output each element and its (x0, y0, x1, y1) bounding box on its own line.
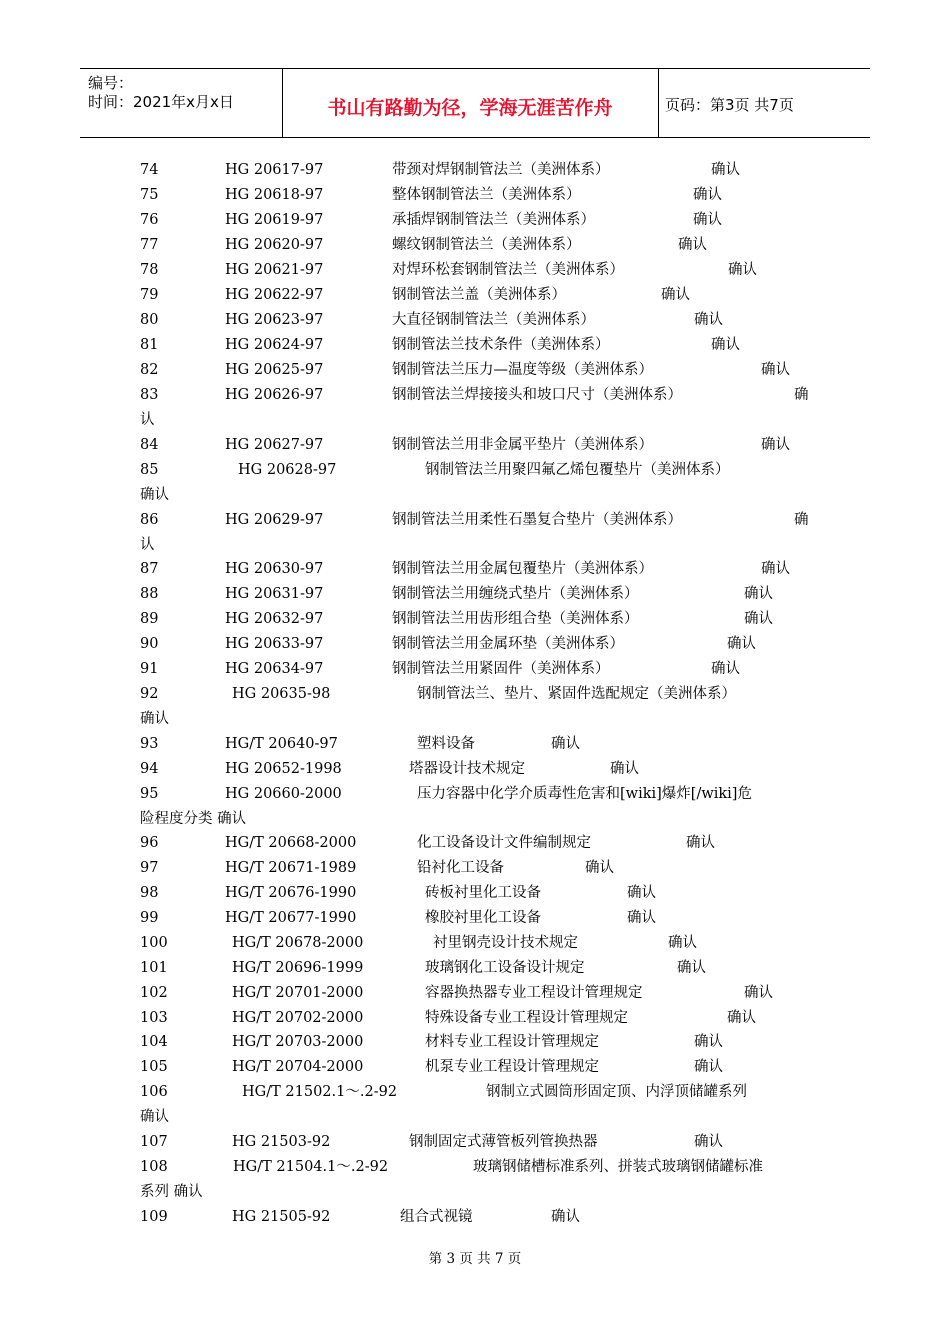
entry-title: 铅衬化工设备 (417, 860, 504, 876)
entry-status: 确认 (551, 1209, 580, 1225)
page-footer: 第 3 页 共 7 页 (428, 1251, 522, 1267)
entry-status: 确认 (627, 885, 656, 901)
entry-standard-code: HG 21505-92 (232, 1209, 331, 1225)
entry-standard-code: HG/T 21504.1～.2-92 (233, 1159, 389, 1175)
entry-standard-code: HG 20625-97 (225, 362, 324, 378)
entry-standard-code: HG 20627-97 (225, 437, 324, 453)
entry-number: 84 (140, 437, 159, 453)
entry-standard-code: HG 20626-97 (225, 387, 324, 403)
entry-standard-code: HG 20634-97 (225, 661, 324, 677)
entry-title: 机泵专业工程设计管理规定 (425, 1059, 599, 1075)
entry-status: 确认 (686, 835, 715, 851)
entry-number: 92 (140, 686, 159, 702)
entry-status: 确认 (694, 1059, 723, 1075)
entry-standard-code: HG 20628-97 (238, 462, 337, 478)
entry-title: 整体钢制管法兰（美洲体系） (392, 187, 581, 203)
entry-status: 确认 (627, 910, 656, 926)
entry-standard-code: HG/T 20671-1989 (225, 860, 357, 876)
entry-title: 塑料设备 (417, 736, 475, 752)
entry-title: 化工设备设计文件编制规定 (417, 835, 591, 851)
entry-status: 确认 (761, 561, 790, 577)
entry-title: 钢制固定式薄管板列管换热器 (409, 1134, 598, 1150)
entry-status: 确认 (551, 736, 580, 752)
entry-standard-code: HG/T 20677-1990 (225, 910, 357, 926)
entry-status: 确认 (585, 860, 614, 876)
entry-status: 确认 (744, 586, 773, 602)
entry-status: 确认 (761, 362, 790, 378)
entry-standard-code: HG 20617-97 (225, 162, 324, 178)
entry-title: 衬里钢壳设计技术规定 (433, 935, 578, 951)
entry-continuation: 确认 (140, 1108, 169, 1125)
entry-status: 确认 (694, 1134, 723, 1150)
entry-title: 钢制管法兰技术条件（美洲体系） (392, 337, 610, 353)
entry-number: 102 (140, 985, 168, 1001)
entry-standard-code: HG 20635-98 (232, 686, 331, 702)
entry-title: 钢制管法兰压力—温度等级（美洲体系） (392, 362, 653, 378)
entry-standard-code: HG/T 20668-2000 (225, 835, 357, 851)
entry-title: 钢制管法兰用柔性石墨复合垫片（美洲体系） (392, 512, 682, 528)
entry-standard-code: HG 20632-97 (225, 611, 324, 627)
entry-standard-code: HG/T 20703-2000 (232, 1034, 364, 1050)
entry-number: 91 (140, 661, 159, 677)
entry-standard-code: HG 20660-2000 (225, 786, 342, 802)
entry-standard-code: HG 20633-97 (225, 636, 324, 652)
entry-number: 101 (140, 960, 168, 976)
entry-number: 88 (140, 586, 159, 602)
entry-standard-code: HG 20620-97 (225, 237, 324, 253)
entry-title: 承插焊钢制管法兰（美洲体系） (392, 212, 595, 228)
entry-standard-code: HG 20630-97 (225, 561, 324, 577)
entry-number: 86 (140, 512, 159, 528)
entry-status: 确认 (678, 237, 707, 253)
entry-number: 93 (140, 736, 159, 752)
entry-title: 钢制管法兰用齿形组合垫（美洲体系） (392, 611, 639, 627)
entry-title: 钢制管法兰、垫片、紧固件选配规定（美洲体系） (417, 686, 736, 702)
entry-status: 确认 (744, 611, 773, 627)
entry-standard-code: HG 20624-97 (225, 337, 324, 353)
entry-number: 79 (140, 287, 159, 303)
entry-number: 99 (140, 910, 159, 926)
entry-status: 确认 (694, 312, 723, 328)
header-page-cell (659, 69, 870, 137)
entry-title: 钢制管法兰盖（美洲体系） (392, 287, 566, 303)
entry-number: 109 (140, 1209, 168, 1225)
entry-title: 特殊设备专业工程设计管理规定 (425, 1010, 628, 1026)
entry-standard-code: HG/T 20701-2000 (232, 985, 364, 1001)
entry-status: 确认 (744, 985, 773, 1001)
entry-continuation: 确认 (140, 710, 169, 727)
entry-number: 90 (140, 636, 159, 652)
entry-title: 钢制管法兰用紧固件（美洲体系） (392, 661, 610, 677)
entry-status: 确认 (711, 661, 740, 677)
entry-title: 组合式视镜 (400, 1209, 473, 1225)
entry-status: 确认 (727, 1010, 756, 1026)
page-header (80, 68, 870, 138)
header-motto-cell (282, 69, 659, 137)
entry-status: 确认 (610, 761, 639, 777)
entry-standard-code: HG/T 20702-2000 (232, 1010, 364, 1026)
entry-standard-code: HG/T 20640-97 (225, 736, 338, 752)
entry-title: 大直径钢制管法兰（美洲体系） (392, 312, 595, 328)
entry-title: 砖板衬里化工设备 (425, 885, 541, 901)
entry-standard-code: HG 20622-97 (225, 287, 324, 303)
entry-number: 95 (140, 786, 159, 802)
entry-standard-code: HG/T 20676-1990 (225, 885, 357, 901)
entry-standard-code: HG 20621-97 (225, 262, 324, 278)
entry-status: 确认 (694, 1034, 723, 1050)
doc-number-label: 编号： (88, 74, 134, 92)
entry-status: 确认 (693, 212, 722, 228)
header-doc-info (80, 69, 283, 137)
entry-number: 97 (140, 860, 159, 876)
entry-number: 85 (140, 462, 159, 478)
entry-title: 钢制管法兰用非金属平垫片（美洲体系） (392, 437, 653, 453)
entry-title: 钢制管法兰焊接接头和坡口尺寸（美洲体系） (392, 387, 682, 403)
entry-title: 钢制立式圆筒形固定顶、内浮顶储罐系列 (486, 1084, 747, 1100)
entry-status: 确认 (711, 162, 740, 178)
entry-number: 81 (140, 337, 159, 353)
entry-status: 确 (794, 512, 809, 528)
entry-title: 玻璃钢储槽标准系列、拼装式玻璃钢储罐标准 (473, 1159, 763, 1175)
entry-number: 77 (140, 237, 159, 253)
entry-continuation: 认 (140, 411, 155, 428)
entry-number: 98 (140, 885, 159, 901)
entry-status: 确认 (711, 337, 740, 353)
entry-number: 80 (140, 312, 159, 328)
entry-standard-code: HG 20623-97 (225, 312, 324, 328)
entry-number: 89 (140, 611, 159, 627)
entry-number: 96 (140, 835, 159, 851)
entry-standard-code: HG 20652-1998 (225, 761, 342, 777)
entry-standard-code: HG 20631-97 (225, 586, 324, 602)
entry-number: 105 (140, 1059, 168, 1075)
entry-title: 塔器设计技术规定 (409, 761, 525, 777)
entry-standard-code: HG 20619-97 (225, 212, 324, 228)
entry-standard-code: HG 20618-97 (225, 187, 324, 203)
entry-title: 玻璃钢化工设备设计规定 (425, 960, 585, 976)
entry-number: 76 (140, 212, 159, 228)
entry-status: 确认 (677, 960, 706, 976)
entry-title: 容器换热器专业工程设计管理规定 (425, 985, 643, 1001)
entry-standard-code: HG/T 21502.1～.2-92 (242, 1084, 398, 1100)
doc-time-label: 时间：2021年x月x日 (88, 93, 234, 111)
entry-number: 94 (140, 761, 159, 777)
entry-standard-code: HG 21503-92 (232, 1134, 331, 1150)
entry-status: 确认 (661, 287, 690, 303)
entry-status: 确认 (728, 262, 757, 278)
entry-continuation: 系列 确认 (140, 1183, 203, 1200)
entry-number: 106 (140, 1084, 168, 1100)
header-motto: 书山有路勤为径，学海无涯苦作舟 (327, 97, 613, 119)
entry-status: 确认 (761, 437, 790, 453)
entry-number: 103 (140, 1010, 168, 1026)
entry-title: 压力容器中化学介质毒性危害和[wiki]爆炸[/wiki]危 (417, 786, 752, 802)
entry-number: 108 (140, 1159, 168, 1175)
entry-number: 74 (140, 162, 159, 178)
entry-standard-code: HG/T 20704-2000 (232, 1059, 364, 1075)
entry-standard-code: HG/T 20696-1999 (232, 960, 364, 976)
entry-number: 82 (140, 362, 159, 378)
entry-status: 确认 (727, 636, 756, 652)
entry-status: 确 (794, 387, 809, 403)
entry-continuation: 确认 (140, 486, 169, 503)
entry-continuation: 险程度分类 确认 (140, 810, 247, 827)
entry-number: 75 (140, 187, 159, 203)
entry-title: 钢制管法兰用金属包覆垫片（美洲体系） (392, 561, 653, 577)
entry-number: 87 (140, 561, 159, 577)
entry-title: 橡胶衬里化工设备 (425, 910, 541, 926)
entry-number: 107 (140, 1134, 168, 1150)
entry-title: 钢制管法兰用金属环垫（美洲体系） (392, 636, 624, 652)
entry-title: 钢制管法兰用聚四氟乙烯包覆垫片（美洲体系） (425, 462, 730, 478)
entry-number: 104 (140, 1034, 168, 1050)
entry-status: 确认 (668, 935, 697, 951)
entry-number: 78 (140, 262, 159, 278)
entry-title: 对焊环松套钢制管法兰（美洲体系） (392, 262, 624, 278)
entry-status: 确认 (693, 187, 722, 203)
entry-standard-code: HG 20629-97 (225, 512, 324, 528)
entry-standard-code: HG/T 20678-2000 (232, 935, 364, 951)
entry-title: 材料专业工程设计管理规定 (425, 1034, 599, 1050)
entry-title: 螺纹钢制管法兰（美洲体系） (392, 237, 581, 253)
entry-number: 83 (140, 387, 159, 403)
entry-continuation: 认 (140, 536, 155, 553)
entry-title: 带颈对焊钢制管法兰（美洲体系） (392, 162, 610, 178)
header-page-info: 页码：第3页 共7页 (665, 96, 794, 114)
entry-number: 100 (140, 935, 168, 951)
entry-title: 钢制管法兰用缠绕式垫片（美洲体系） (392, 586, 639, 602)
